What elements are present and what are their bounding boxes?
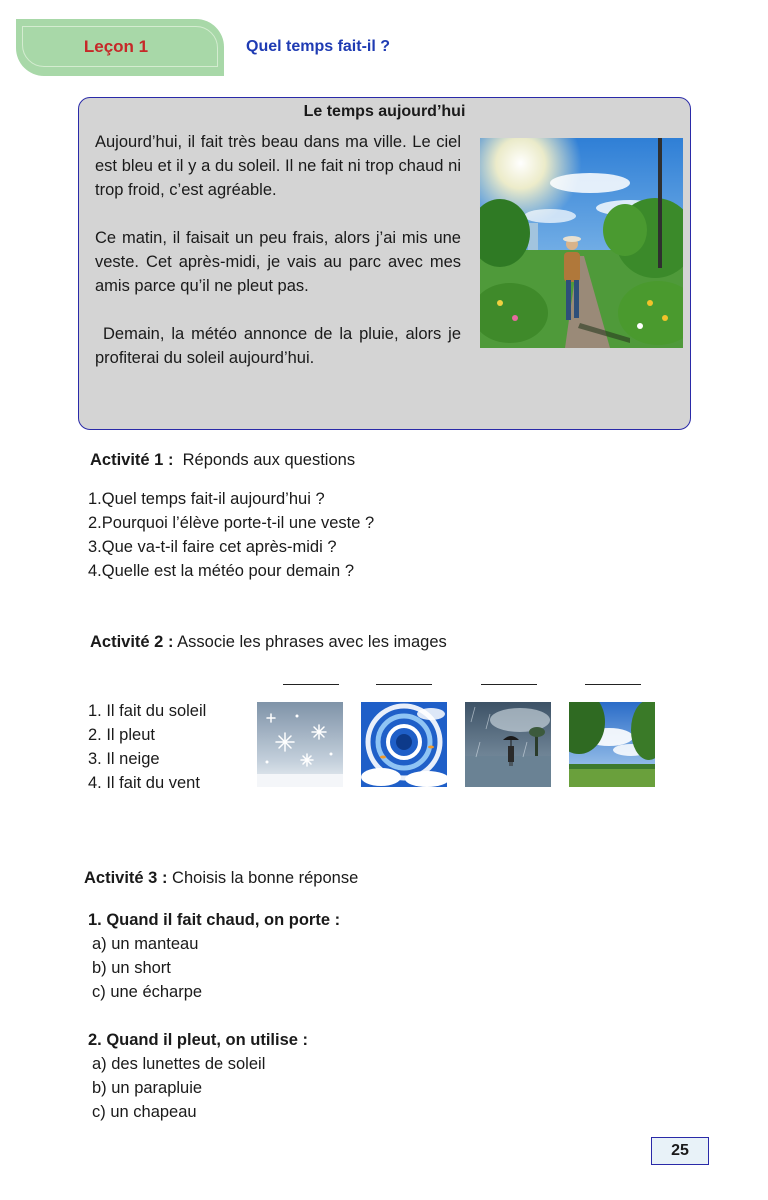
answer-option[interactable]: b) un parapluie	[92, 1079, 203, 1097]
answer-option[interactable]: c) un chapeau	[92, 1103, 197, 1121]
answer-option[interactable]: b) un short	[92, 959, 171, 977]
question-title: 1. Quand il fait chaud, on porte :	[88, 911, 341, 929]
list-item: 1.Quel temps fait-il aujourd’hui ?	[88, 490, 325, 508]
reading-title: Le temps aujourd’hui	[303, 103, 466, 120]
list-item: 3.Que va-t-il faire cet après-midi ?	[88, 538, 337, 556]
reading-paragraph-1: Aujourd’hui, il fait très beau dans ma ville. Le ciel est bleu et il y a du soleil. Il ne fait ni trop chaud ni trop froid, c’est agréable.	[95, 133, 461, 199]
question-title: 2. Quand il pleut, on utilise :	[88, 1031, 309, 1049]
list-item: 2. Il pleut	[88, 726, 155, 744]
answer-blank-3[interactable]	[481, 684, 537, 685]
lesson-title: Quel temps fait-il ?	[246, 38, 391, 55]
answer-blank-1[interactable]	[283, 684, 339, 685]
reading-paragraph-2: Ce matin, il faisait un peu frais, alors j’ai mis une veste. Cet après-midi, je vais au parc avec mes amis parce qu’il ne pleut pas.	[95, 229, 461, 295]
activity2-instruction: Associe les phrases avec les images	[177, 633, 447, 651]
lesson-label: Leçon 1	[83, 36, 149, 56]
activity3-heading	[84, 869, 358, 888]
activity1-instruction: Réponds aux questions	[182, 451, 356, 469]
list-item: 4. Il fait du vent	[88, 774, 200, 792]
answer-blank-2[interactable]	[376, 684, 432, 685]
answer-option[interactable]: a) des lunettes de soleil	[92, 1055, 266, 1073]
reading-paragraph-3: Demain, la météo annonce de la pluie, alors je profiterai du soleil aujourd’hui.	[95, 325, 461, 367]
activity1-questions	[88, 487, 374, 583]
activity1-label: Activité 1 :	[90, 451, 174, 469]
list-item: 1. Il fait du soleil	[88, 702, 207, 720]
activity2-label: Activité 2 :	[90, 633, 174, 651]
list-item: 2.Pourquoi l’élève porte-t-il une veste ?	[88, 514, 375, 532]
lesson-tab	[16, 19, 224, 76]
lesson-tab-inner	[22, 26, 218, 67]
list-item: 3. Il neige	[88, 750, 160, 768]
activity3-label: Activité 3 :	[84, 869, 168, 887]
activity2-sentences	[88, 699, 206, 795]
list-item: 4.Quelle est la météo pour demain ?	[88, 562, 354, 580]
answer-option[interactable]: c) une écharpe	[92, 983, 203, 1001]
activity3-question-2	[88, 1028, 308, 1124]
sunny-park-icon	[569, 702, 655, 787]
snow-icon	[257, 702, 343, 787]
park-walk-illustration	[480, 138, 683, 348]
activity1-heading	[90, 451, 355, 470]
activity2-heading	[90, 633, 447, 652]
reading-box	[78, 97, 691, 430]
page-number: 25	[651, 1137, 709, 1165]
rain-icon	[465, 702, 551, 787]
activity3-instruction: Choisis la bonne réponse	[172, 869, 359, 887]
reading-text	[95, 130, 461, 370]
activity3-question-1	[88, 908, 340, 1004]
answer-option[interactable]: a) un manteau	[92, 935, 199, 953]
wind-swirl-icon	[361, 702, 447, 787]
answer-blank-4[interactable]	[585, 684, 641, 685]
